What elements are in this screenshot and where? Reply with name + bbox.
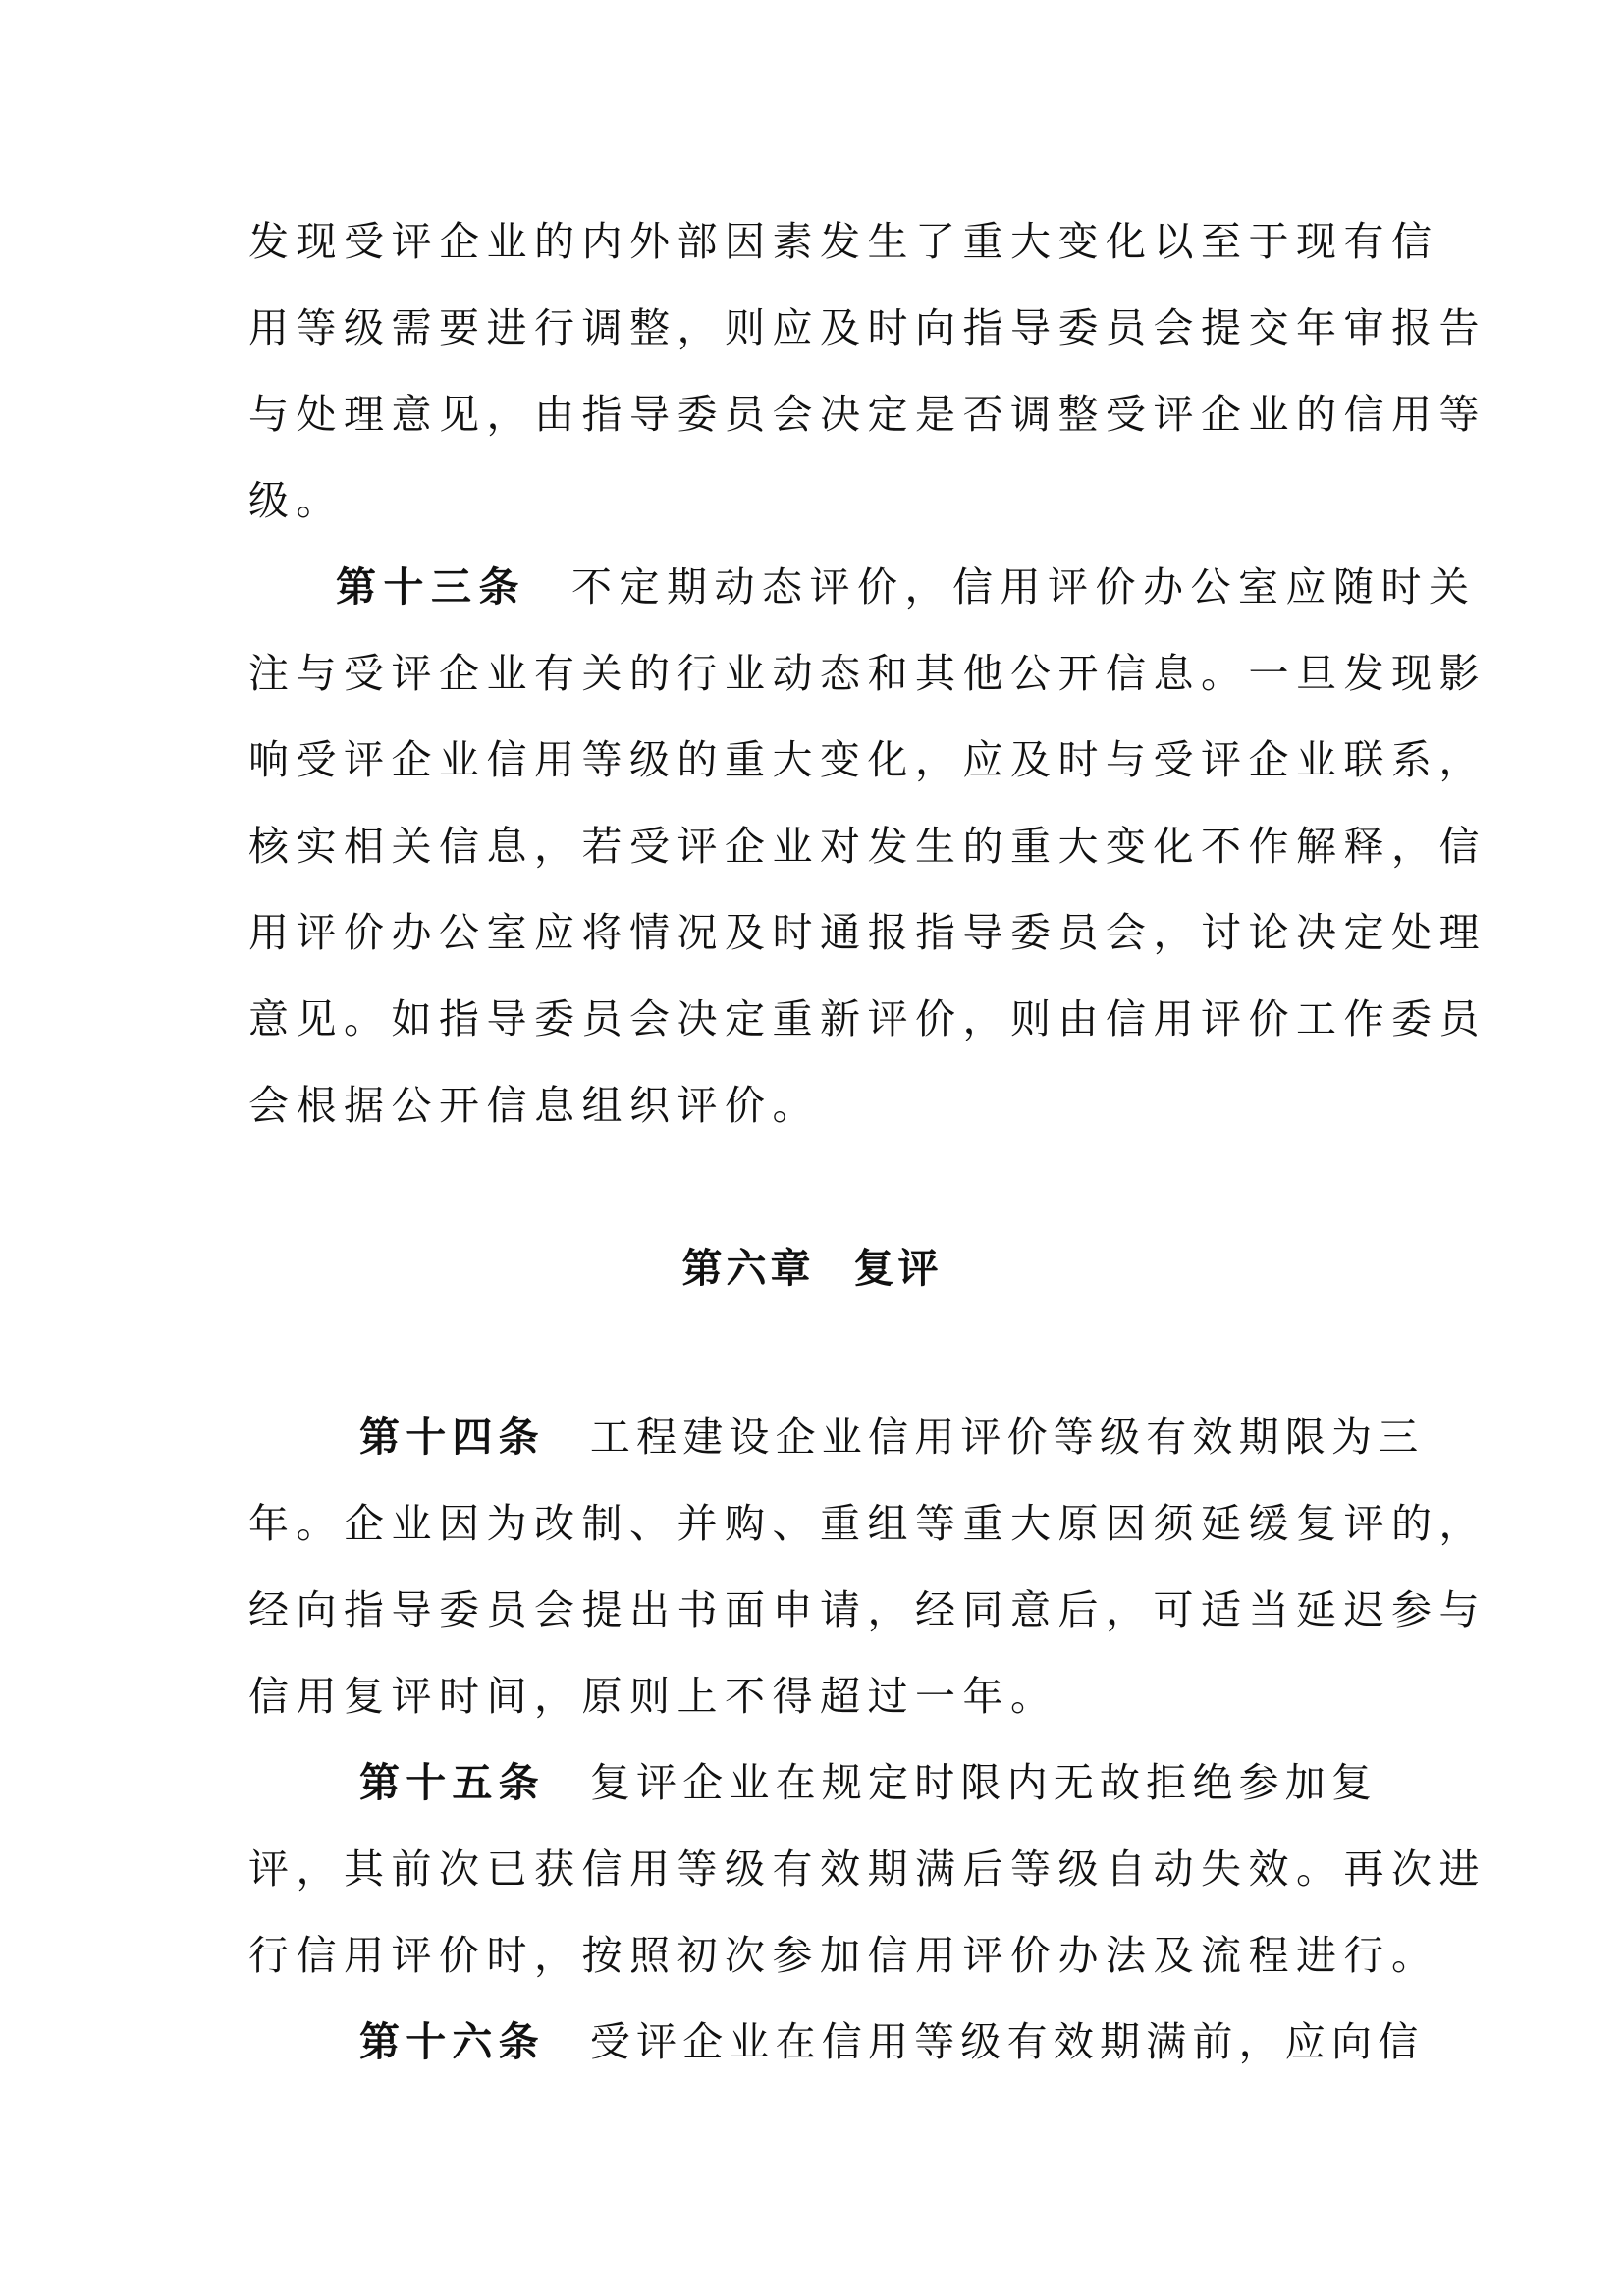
article-13-label: 第十三条 <box>336 563 526 611</box>
article-16-first-line <box>359 2012 1425 2071</box>
article-13-first-line <box>336 558 1477 616</box>
chapter-number: 第六章 <box>681 1245 815 1292</box>
chapter-heading <box>0 1239 1624 1298</box>
article-13-line: 意见。如指导委员会决定重新评价，则由信用评价工作委员 <box>248 995 1487 1042</box>
article-14-line: 年。企业因为改制、并购、重组等重大原因须延缓复评的， <box>248 1500 1487 1547</box>
article-14-text: 工程建设企业信用评价等级有效期限为三 <box>589 1414 1425 1461</box>
article-16-label: 第十六条 <box>359 2018 545 2065</box>
article-15-label: 第十五条 <box>359 1759 545 1806</box>
paragraph-line: 级。 <box>248 477 344 524</box>
article-14-line: 信用复评时间，原则上不得超过一年。 <box>248 1673 1058 1720</box>
paragraph-line: 与处理意见，由指导委员会决定是否调整受评企业的信用等 <box>248 391 1487 438</box>
article-16-text: 受评企业在信用等级有效期满前，应向信 <box>589 2018 1425 2065</box>
article-15-first-line <box>359 1753 1386 1812</box>
paragraph-line: 发现受评企业的内外部因素发生了重大变化以至于现有信 <box>248 218 1439 265</box>
article-15-line: 评，其前次已获信用等级有效期满后等级自动失效。再次进 <box>248 1845 1487 1893</box>
article-13-text: 不定期动态评价，信用评价办公室应随时关 <box>571 563 1477 611</box>
article-14-label: 第十四条 <box>359 1414 545 1461</box>
article-13-line: 会根据公开信息组织评价。 <box>248 1082 820 1129</box>
article-13-line: 核实相关信息，若受评企业对发生的重大变化不作解释，信 <box>248 823 1487 870</box>
article-14-first-line <box>359 1408 1425 1467</box>
article-15-line: 行信用评价时，按照初次参加信用评价办法及流程进行。 <box>248 1932 1439 1979</box>
chapter-title: 复评 <box>853 1245 943 1292</box>
article-14-line: 经向指导委员会提出书面申请，经同意后，可适当延迟参与 <box>248 1586 1487 1633</box>
article-13-line: 用评价办公室应将情况及时通报指导委员会，讨论决定处理 <box>248 909 1487 956</box>
article-13-line: 注与受评企业有关的行业动态和其他公开信息。一旦发现影 <box>248 650 1487 697</box>
paragraph-line: 用等级需要进行调整，则应及时向指导委员会提交年审报告 <box>248 304 1487 351</box>
article-13-line: 响受评企业信用等级的重大变化，应及时与受评企业联系， <box>248 736 1487 783</box>
article-15-text: 复评企业在规定时限内无故拒绝参加复 <box>589 1759 1379 1806</box>
